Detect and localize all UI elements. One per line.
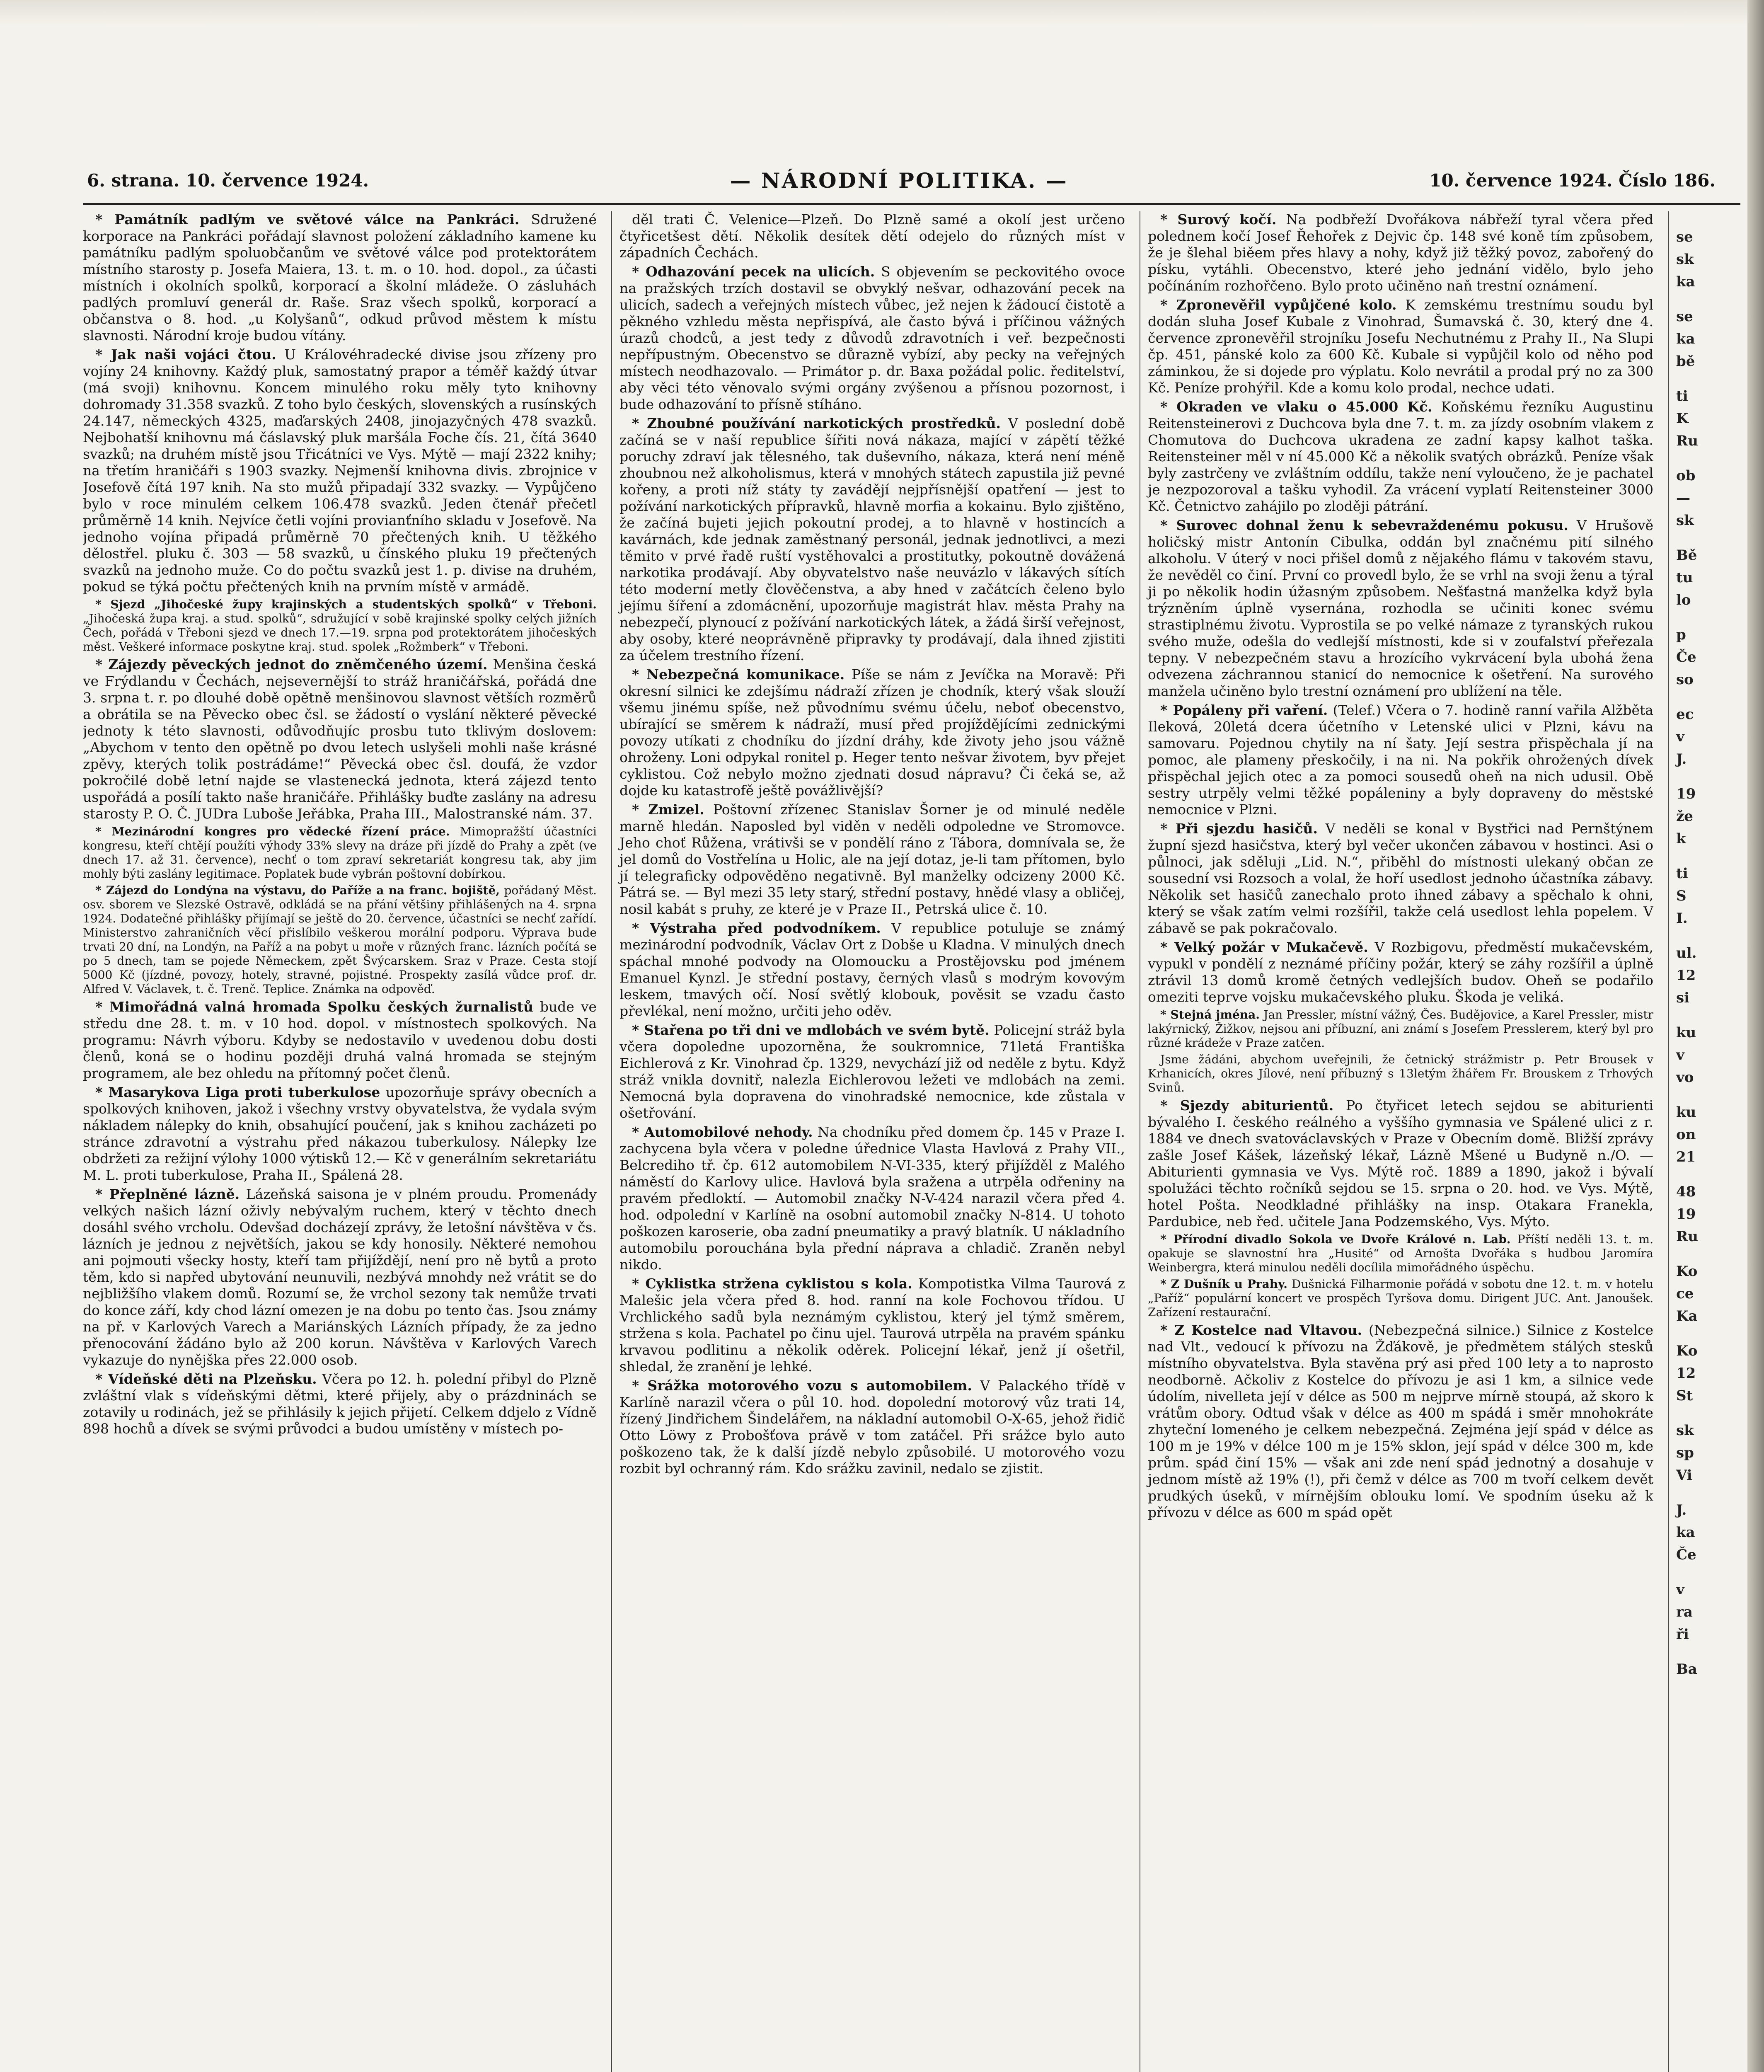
article-2-9 <box>619 1276 1125 1375</box>
margin-fragment: sk <box>1676 512 1694 529</box>
margin-fragment: ti <box>1676 865 1688 882</box>
newspaper-page <box>83 157 1740 2072</box>
column-3 <box>1140 211 1653 2072</box>
margin-fragment: ul. <box>1676 945 1697 961</box>
margin-fragment: ce <box>1676 1285 1694 1302</box>
margin-fragment: Ka <box>1676 1308 1698 1324</box>
article-headline: * Srážka motorového vozu s automobilem. <box>632 1377 972 1394</box>
article-3-7 <box>1148 939 1653 1005</box>
margin-fragment: Ru <box>1676 1228 1698 1245</box>
columns <box>83 211 1740 2072</box>
article-body: Po čtyřicet letech sejdou se abiturienti bývalého I. českého reálného a vyššího gymnasia ve Spálené ulici z r. 1884 ve dnech svatováclavských v Praze v Obecním domě. Bližší zprávy zašle Josef Kášek, lázeňský lékař, Lázně Mšené u Budyně n./O. — Abiturienti gymnasia ve Vys. Mýtě roč. 1889 a 1890, jakož i bývalí spolužáci těchto ročníků sejdou se 15. srpna o 20. hod. ve Vys. Mýtě, hotel Pošta. Neodkladné přihlášky na insp. Otakara Franekla, Pardubice, neb řed. učitele Jana Podzemského, Vys. Mýto. <box>1148 1097 1653 1230</box>
margin-fragment: 19 <box>1676 786 1696 802</box>
article-headline: * Surovec dohnal ženu k sebevraždenému pokusu. <box>1160 517 1568 533</box>
margin-fragment: sp <box>1676 1445 1694 1461</box>
article-headline: * Zájezd do Londýna na výstavu, do Paříže a na franc. bojiště, <box>95 884 500 897</box>
article-headline: * Při sjezdu hasičů. <box>1160 821 1318 837</box>
article-headline: * Mezinárodní kongres pro vědecké řízení práce. <box>95 825 450 838</box>
article-body: pořádaný Měst. osv. sborem ve Slezské Ostravě, odkládá se na přání většiny přihlášených na 4. srpna 1924. Dodatečné přihlášky přijímají se ještě do 20. července, účastníci se nechť zařídí. Ministerstvo zahraničních věcí přislíbilo veškerou morální podporu. Výprava bude trvati 20 dní, na Londýn, na Paříž a na pobyt u moře v různých franc. lázních počítá se po 5 dnech, tam se pojede Německem, zpět Švýcarskem. Sraz v Praze. Cesta stojí 5000 Kč (jízdné, povozy, hotely, stravné, pojistné. Prospekty zasílá vůdce prof. dr. Alfred V. Václavek, t. č. Trenč. Teplice. Známka na odpověď. <box>83 884 597 996</box>
article-2-7 <box>619 1022 1125 1121</box>
margin-fragment: že <box>1676 808 1693 825</box>
margin-fragment: St <box>1676 1387 1693 1404</box>
article-headline: * Zhoubné používání narkotických prostředků. <box>632 415 1001 431</box>
article-body: V neděli se konal v Bystřici nad Pernštýnem župní sjezd hasičstva, který byl večer ukončen zábavou v hostinci. Asi o půlnoci, jak sděluji „Lid. N.“, přiběhl do místnosti ulekaný občan ze sousední vsi Rozsoch a volal, že hoří usedlost jednoho účastníka zábavy. Několik set hasičů zanechalo proto ihned zábavy a spěchalo k ohni, který se však zatím velmi rozšířil, takže celá usedlost lehla popelem. V zábavě se pak pokračovalo. <box>1148 821 1653 936</box>
margin-fragment: 48 <box>1676 1184 1696 1200</box>
adjacent-page-margin <box>1668 211 1738 2072</box>
article-headline: * Zájezdy pěveckých jednot do zněmčeného území. <box>95 656 488 673</box>
article-body: Píše se nám z Jevíčka na Moravě: Při okresní silnici ke zdejšímu nádraží zřízen je chodník, který však slouží všemu jinému spíše, než původnímu svému účelu, neboť obecenstvo, ubírající se směrem k nádraží, musí před projíždějícími zednickými povozy utíkati z chodníku do jízdní dráhy, kde životy jeho jsou vážně ohroženy. Loni odpykal ronitel p. Heger tento nešvar životem, byv přejet cyklistou. Což nebylo možno zjednati dosud nápravu? Či čeká se, až dojde ku katastrofě ještě povážlivější? <box>619 666 1125 799</box>
article-2-4 <box>619 666 1125 799</box>
article-1-3 <box>83 598 597 654</box>
margin-fragment: sk <box>1676 1422 1694 1439</box>
margin-fragment: tu <box>1676 569 1693 586</box>
article-body: Koňskému řezníku Augustinu Reitensteinerovi z Duchcova byla dne 7. t. m. za jízdy osobním vlakem z Chomutova do Duchcova ukradena ze zadní kapsy kalhot taška. Reitensteiner měl v ní 45.000 Kč a několik svatých obrázků. Peníze však byly zastrčeny ve zvláštním oddílu, takže není vyloučeno, že je pachatel je nezpozoroval a tašku vyhodil. Za vrácení vyplatí Reitensteiner 3000 Kč. Četnictvo zahájilo po zloději pátrání. <box>1148 399 1653 514</box>
article-headline: * Stařena po tři dni ve mdlobách ve svém bytě. <box>632 1022 990 1038</box>
article-body: Poštovní zřízenec Stanislav Šorner je od minulé neděle marně hledán. Naposled byl viděn v neděli odpoledne ve Stromovce. Jeho choť Růžena, vrátivši se v pondělí ráno z Tábora, domnívala se, že jel domů do Vostřelína u Holic, ale na její dotaz, je-li tam přítomen, bylo jí telegraficky odpověděno negativně. Byl manželky odcizeny 2000 Kč. Pátrá se. — Byl mezi 35 lety starý, střední postavy, hnědé vlasy a obličej, nosil kabát s pruhy, ze které je v Praze II., Petrská ulice č. 10. <box>619 801 1125 917</box>
article-body: S objevením se peckovitého ovoce na pražských trzích dostavil se obvyklý nešvar, odhazování pecek na ulicích, sadech a veřejných místech vůbec, jež nejen k žádoucí čistotě a pěkného vzhledu města nepřispívá, ale často bývá i příčinou vážných úrazů chodců, a jest tedy z důvodů zdravotních i veř. bezpečnosti nepřípustným. Obecenstvo se důrazně vybízí, aby pecky na veřejných místech neodhazovalo. — Primátor p. dr. Baxa požádal polic. ředitelství, aby věci této věnovalo svými orgány zvýšenou a přísnou pozornost, i bude odhazování to přísně stíháno. <box>619 264 1125 412</box>
article-2-5 <box>619 801 1125 917</box>
article-body: Na chodníku před domem čp. 145 v Praze I. zachycena byla včera v poledne úřednice Vlasta Havlová z Prahy VII., Belcrediho tř. čp. 612 automobilem N-VI-335, který přijížděl z Malého náměstí do Karlovy ulice. Havlová byla sražena a utrpěla odřeniny na pravém předloktí. — Automobil značky N-V-424 narazil včera před 4. hod. odpolední v Karlíně na osobní automobil značky N-814. U tohoto poškozen karoserie, oba zadní pneumatiky a pravý blatník. U nákladního automobilu porouchána byla přední náprava a chladič. Zraněn nebyl nikdo. <box>619 1124 1125 1273</box>
article-headline: * Stejná jména. <box>1160 1008 1260 1021</box>
margin-fragment: ec <box>1676 706 1694 723</box>
margin-fragment: v <box>1676 729 1684 745</box>
margin-fragment: ob <box>1676 467 1696 484</box>
margin-fragment: sk <box>1676 251 1694 268</box>
article-headline: * Vídeňské děti na Plzeňsku. <box>95 1371 317 1387</box>
article-body: Kompotistka Vilma Taurová z Malešic jela včera před 8. hod. ranní na kole Fochovou třídou. U Vrchlického sadů byla neznámým cyklistou, který jel týmž směrem, stržena s kola. Pachatel po činu ujel. Taurová utrpěla na pravém spánku krvavou podlitinu a několik oděrek. Policejní lékař, jenž jí ošetřil, shledal, že zranění je lehké. <box>619 1276 1125 1375</box>
article-body: upozorňuje správy obecních a spolkových knihoven, jakož i všechny vrstvy obyvatelstva, že vydala svým nákladem nálepky do knih, obsahující poučení, jak s knihou zacházeti po stránce zdravotní a výstrahu před nákazou tuberkulosy. Nálepky lze obdržeti za režijní výlohy 1000 výtisků 12.— Kč v generálním sekretariátu M. L. proti tuberkulose, Praha II., Spálená 28. <box>83 1084 597 1183</box>
article-3-4 <box>1148 517 1653 700</box>
margin-fragment: ku <box>1676 1024 1696 1041</box>
article-1-5 <box>83 825 597 881</box>
article-3-13 <box>1148 1322 1653 1521</box>
article-3-9 <box>1148 1053 1653 1095</box>
article-1-2 <box>83 346 597 595</box>
article-body: (Nebezpečná silnice.) Silnice z Kostelce nad Vlt., vedoucí k přívozu na Žďákově, je předmětem stálých stesků místního obyvatelstva. Byla stavěna prý asi před 100 lety a to naprosto neodborně. Ačkoliv z Kostelce do přívozu je asi 1 km, a silnice vede údolím, nivelleta její v délce as 500 m nejprve mírně stoupá, až skoro k vrátům obory. Odtud však v délce as 400 m spádá i směr mnohokráte zhyteční lomeného je celkem nebezpečná. Zejména její spád v délce as 100 m je 19% v délce 100 m je 15% sklon, její spád v délce 300 m, kde prům. spád činí 15% — však ani zde není spád jednotný a dosahuje v jednom místě až 19% (!), při čemž v délce as 700 m tvoří celkem devět prudkých úseků, v mírnějším oblouku lomí. Ve spodním úseku až k přívozu v délce as 600 m spád opět <box>1148 1322 1653 1520</box>
article-body: „Jihočeská župa kraj. a stud. spolků“, sdružující v sobě krajinské spolky celých jižních Čech, pořádá v Třeboni sjezd ve dnech 17.—19. srpna pod protektorátem jihočeských měst. Veškeré informace poskytne kraj. stud. spolek „Rožmberk“ v Třeboni. <box>83 612 597 654</box>
margin-fragment: Bě <box>1676 547 1697 564</box>
margin-fragment: v <box>1676 1581 1684 1598</box>
margin-fragment: 12 <box>1676 967 1696 984</box>
article-body: Jan Pressler, místní vážný, Čes. Budějovice, a Karel Pressler, mistr lakýrnický, Žižkov, nejsou ani příbuzní, ani známí s Josefem Presslerem, který byl pro různé krádeže v Praze zatčen. <box>1148 1008 1653 1050</box>
column-1 <box>83 211 597 2072</box>
margin-fragment: k <box>1676 830 1686 847</box>
article-2-3 <box>619 415 1125 664</box>
article-2-10 <box>619 1377 1125 1477</box>
margin-fragment: I. <box>1676 910 1688 927</box>
margin-fragment: ka <box>1676 331 1695 347</box>
article-headline: * Přírodní divadlo Sokola ve Dvoře Králové n. Lab. <box>1160 1232 1511 1246</box>
article-headline: * Odhazování pecek na ulicích. <box>632 264 875 280</box>
margin-fragment: J. <box>1676 1502 1687 1518</box>
margin-fragment: se <box>1676 229 1693 245</box>
article-headline: * Nebezpečná komunikace. <box>632 666 845 683</box>
margin-fragment: vo <box>1676 1069 1694 1086</box>
article-headline: * Jak naši vojáci čtou. <box>95 346 276 363</box>
article-2-6 <box>619 920 1125 1019</box>
margin-fragment: Ba <box>1676 1661 1697 1677</box>
article-2-8 <box>619 1124 1125 1273</box>
article-body: bude ve středu dne 28. t. m. v 10 hod. dopol. v místnostech spolkových. Na programu: Návrh výboru. Kdyby se nedostavilo v uvedenou dobu dosti členů, koná se o hodinu později druhá valná hromada se stejným programem, ale bez ohledu na přítomný počet členů. <box>83 999 597 1081</box>
article-2-2 <box>619 264 1125 413</box>
article-3-12 <box>1148 1277 1653 1319</box>
margin-fragment: bě <box>1676 353 1695 370</box>
margin-fragment: Če <box>1676 1547 1696 1563</box>
article-3-8 <box>1148 1008 1653 1050</box>
margin-fragment: lo <box>1676 592 1691 608</box>
article-headline: * Sjezdy abiturientů. <box>1160 1097 1334 1113</box>
margin-fragment: ři <box>1676 1626 1689 1643</box>
article-3-5 <box>1148 702 1653 818</box>
article-body: Mimopražští účastníci kongresu, kteří chtějí použíti výhody 33% slevy na dráze při jízdě do Prahy a zpět (ve dnech 17. až 31. července), nechť o tom zpraví sekretariát kongresu tak, aby jim mohly býti zaslány legitimace. Poplatek bude vybrán poštovní dobírkou. <box>83 825 597 881</box>
margin-fragment: p <box>1676 627 1686 643</box>
article-body: Dušnická Filharmonie pořádá v sobotu dne 12. t. m. v hotelu „Paříž“ populární koncert ve prospěch Tyršova domu. Dirigent JUC. Ant. Janoušek. Zařízení restaurační. <box>1148 1277 1653 1319</box>
margin-fragment: — <box>1676 490 1690 506</box>
article-body: V Rozbigovu, předměstí mukačevském, vypukl v pondělí z neznámé příčiny požár, který se záhy rozšířil a úplně ztrávil 13 domů kromě četných vedlejších budov. Oheň se podařilo omeziti teprve vojsku mukačevského pluku. Škoda je veliká. <box>1148 939 1653 1005</box>
scan-top-shadow <box>0 0 1764 25</box>
article-1-7 <box>83 999 597 1082</box>
article-headline: * Mimořádná valná hromada Spolku českých žurnalistů <box>95 999 533 1015</box>
article-headline: * Výstraha před podvodníkem. <box>632 920 881 936</box>
margin-fragment: se <box>1676 308 1693 325</box>
article-1-9 <box>83 1186 597 1368</box>
article-body: V poslední době začíná se v naší republice šířiti nová nákaza, mající v zápětí těžké poruchy zdraví jak tělesného, tak duševního, nákaza, která není méně zhoubnou než alkoholismus, která v mnohých státech zapustila již pevné kořeny, a proti níž státy ty zavádějí nejpřísnější opatření — jest to požívání narkotických přípravků, hlavně morfia a kokainu. Bylo zjištěno, že začíná bujeti jejich pokoutní prodej, a to hlavně v hostincích a kavárnách, kde jednak zaměstnaný personál, jednak jednotlivci, a mezi těmito v prvé řadě ruští vystěhovalci a prostitutky, pokoutně dovážená narkotika prodávají. Aby obyvatelstvo naše neuvázlo v lákavých sítích této moderní metly člověčenstva, a aby hned v začátcích čeleno bylo jejímu šíření a zdomácnění, upozorňuje magistrát hlav. města Prahy na nebezpečí, plynoucí z požívání narkotických látek, a žádá širší veřejnost, aby osoby, které neoprávněně připravky ty prodávají, dala ihned zjistiti za účelem trestního řízení. <box>619 415 1125 663</box>
margin-fragment: Vi <box>1676 1467 1692 1484</box>
article-body: Včera po 12. h. polední přibyl do Plzně zvláštní vlak s vídeňskými dětmi, které přijely, aby o prázdninách se zotavily u rodinách, jež se přihlásily k jejich přijetí. Celkem ddjelo z Vídně 898 hochů a dívek se svými průvodci a budou umístěny v místech po- <box>83 1371 597 1437</box>
article-headline: * Z Dušník u Prahy. <box>1160 1277 1287 1291</box>
article-body: (Telef.) Včera o 7. hodině ranní vařila Alžběta Ileková, 20letá dcera účetního v Letenské ulici v Plzni, kávu na samovaru. Pojednou chytily na ní šaty. Její sestra přispěchala jí na pomoc, ale plameny přeskočily, i na ni. Na pokřik ohrožených dívek přispěchal jejich otec a za pomoci sousedů oheň na nich udusil. Obě sestry utrpěly velmi těžké popáleniny a byly dopraveny do městské nemocnice v Plzni. <box>1148 702 1653 818</box>
margin-fragment: K <box>1676 410 1689 427</box>
article-headline: * Přeplněné lázně. <box>95 1186 240 1202</box>
article-headline: * Popáleny při vaření. <box>1160 702 1328 718</box>
header-right: 10. července 1924. Číslo 186. <box>1429 170 1716 191</box>
article-headline: * Zmizel. <box>632 801 704 818</box>
article-body: V republice potuluje se známý mezinárodní podvodník, Václav Ort z Dobše u Kladna. V minulých dnech spáchal mnohé podvody na Olomoucku a Prostějovsku pod jménem Emanuel Kynzl. Je střední postavy, černých vlasů s modrým kovovým leskem, tmavých očí. Nosí světlý klobouk, pověsit se vzadu často převlékal, není možno, určiti jeho oděv. <box>619 920 1125 1019</box>
margin-fragment: 19 <box>1676 1206 1696 1222</box>
margin-fragment: on <box>1676 1126 1696 1143</box>
article-headline: * Surový kočí. <box>1160 211 1277 228</box>
article-2-1 <box>619 211 1125 261</box>
article-body: V Palackého třídě v Karlíně narazil včera o půl 10. hod. dopolední motorový vůz trati 14, řízený Jindřichem Šindelářem, na nákladní automobil O-X-65, jehož řidič Otto Löwy z Probošťova právě v tom zatáčel. Při srážce bylo auto poškozeno tak, že k další jízdě nebylo způsobilé. U motorového vozu rozbit byl ochranný rám. Kdo srážku zavinil, nedalo se zjistit. <box>619 1377 1125 1477</box>
article-3-2 <box>1148 297 1653 396</box>
article-3-10 <box>1148 1097 1653 1230</box>
article-headline: * Památník padlým ve světové válce na Pankráci. <box>95 211 520 228</box>
margin-fragment: ku <box>1676 1104 1696 1121</box>
margin-fragment: ka <box>1676 274 1695 290</box>
margin-fragment: J. <box>1676 751 1687 767</box>
article-1-10 <box>83 1371 597 1437</box>
margin-fragment: ka <box>1676 1524 1695 1541</box>
margin-fragment: Ru <box>1676 433 1698 449</box>
article-body: Příští neděli 13. t. m. opakuje se slavnostní hra „Husité“ od Arnošta Dvořáka s hudbou Jaromíra Weinbergra, která minulou neděli docílila mimořádného úspěchu. <box>1148 1232 1653 1274</box>
article-headline: * Zpronevěřil vypůjčené kolo. <box>1160 297 1397 313</box>
article-body: V Hrušově holičský mistr Antonín Cibulka, oddán byl značnému pití silného alkoholu. V úterý v noci přišel domů z nějakého flámu v takovém stavu, že nevěděl co činí. První co provedl bylo, že se vrhl na svoji ženu a týral ji po několik hodin úžasným způsobem. Nešťastná manželka když byla trýzněním úplně vysernána, rozhodla se učiniti konec svému strastiplnému životu. Vyprostila se po velké námaze z tyranských rukou svého muže, odešla do vedlejší místnosti, kde si v zoufalství přeřezala tepny. V nebezpečném stavu a hrozícího vykrvácení byla ubohá žena odvezena záchrannou stanicí do nemocnice k ošetření. Na surového manžela učiněno bylo trestní oznámení pro ublížení na těle. <box>1148 517 1653 699</box>
margin-fragment: ra <box>1676 1604 1693 1620</box>
margin-fragment: 12 <box>1676 1365 1696 1382</box>
header-left: 6. strana. 10. července 1924. <box>87 170 369 191</box>
article-headline: * Z Kostelce nad Vltavou. <box>1160 1322 1362 1338</box>
margin-fragment: so <box>1676 671 1694 688</box>
margin-fragment: S <box>1676 888 1687 904</box>
article-body: Menšina česká ve Frýdlandu v Čechách, nejsevernější to stráž hraničářská, pořádá dne 3. srpna t. r. po dlouhé době opětně menšinovou slavnost větších rozměrů a obrátila se na Pěvecko obec čsl. se žádostí o vyslání některé pěvecké jednoty k této slavnosti, odůvodňujíc prosbu tuto tklivým doslovem: „Abychom v tento den opětně po dvou letech uslyšeli mohli naše krásné zpěvy, kterých tolik postrádáme!“ Pěvecká obec čsl. doufá, že vzdor pokročilé době letní najde se vlastenecká jednota, která zájezd tento uspořádá a posílí takto naše hraničáře. Přihlášky buďte zaslány na adresu starosty P. O. Č. JUDra Luboše Jeřábka, Praha III., Malostranské nám. 37. <box>83 656 597 822</box>
article-3-11 <box>1148 1232 1653 1275</box>
page-header <box>83 157 1740 205</box>
margin-fragment: Če <box>1676 649 1696 666</box>
scan-right-edge <box>1747 0 1764 2072</box>
article-body: Sdružené korporace na Pankráci pořádají slavnost položení základního kamene ku památníku padlým spoluobčanům ve světové válce pod protektorátem místního starosty p. Josefa Maiera, 13. t. m. o 10. hod. dopol., za účasti místních i okolních spolků, korporací a školní mládeže. O zásluhách padlých promluví generál dr. Raše. Sraz všech spolků, korporací a občanstva o 8. hod. „u Kolyšanů“, odkud průvod městem k místu slavnosti. Národní kroje budou vítány. <box>83 211 597 344</box>
article-1-1 <box>83 211 597 344</box>
article-body: Jsme žádáni, abychom uveřejnili, že četnický strážmistr p. Petr Brousek v Krhanicích, okres Jílové, není příbuzný s 13letým žhářem Fr. Brouskem z Trhových Svinů. <box>1148 1053 1653 1094</box>
article-headline: * Cyklistka stržena cyklistou s kola. <box>632 1276 912 1292</box>
article-headline: * Automobilové nehody. <box>632 1124 813 1140</box>
article-3-3 <box>1148 399 1653 515</box>
article-body: K zemskému trestnímu soudu byl dodán sluha Josef Kubale z Vinohrad, Šumavská č. 30, který dne 4. července zpronevěřil strojníku Josefu Nechutnému z Prahy II., Na Slupi čp. 451, pánské kolo za 600 Kč. Kubale si vypůjčil kolo od něho pod záminkou, že si dojede pro výplatu. Kolo nevrátil a prodal prý no za 300 Kč. Peníze prohýřil. Kde a komu kolo prodal, nechce udati. <box>1148 297 1653 396</box>
margin-fragment: si <box>1676 990 1690 1006</box>
article-headline: * Sjezd „Jihočeské župy krajinských a studentských spolků“ v Třeboni. <box>95 598 597 611</box>
article-1-6 <box>83 884 597 996</box>
article-body: děl trati Č. Velenice—Plzeň. Do Plzně samé a okolí jest určeno čtyřicetšest dětí. Několik desítek dětí odejelo do různých míst v západních Čechách. <box>619 211 1125 261</box>
article-1-4 <box>83 656 597 822</box>
masthead-title: — NÁRODNÍ POLITIKA. — <box>730 168 1068 193</box>
article-headline: * Velký požár v Mukačevě. <box>1160 939 1368 955</box>
margin-fragment: 21 <box>1676 1149 1696 1165</box>
margin-fragment: ti <box>1676 388 1688 404</box>
article-body: U Královéhradecké divise jsou zřízeny pro vojíny 24 knihovny. Každý pluk, samostatný prapor a téměř každý útvar (má svoji) knihovnu. Koncem minulého roku měly tyto knihovny dohromady 31.358 svazků. Z toho bylo českých, slovenských a rusínských 24.147, německých 4325, maďarských 2408, jinojazyčných 478 svazků. Nejbohatší knihovnu má čáslavský pluk maršála Foche čís. 21, čítá 3640 svazků; na druhém místě jsou Třicátníci ve Vys. Mýtě — mají 2322 knihy; na třetím hraničáři s 1903 svazky. Nejmenší knihovna divis. zbrojnice v Josefově čítá 197 knih. Na sto mužů připadají 332 svazky. — Vypůjčeno bylo v roce minulém celkem 106.478 svazků. Jeden čtenář přečetl průměrně 14 knih. Nejvíce četli vojíni provianťního skladu v Josefově. Na jednoho vojína připadá průměrně 70 přečtených knih. U těžkého dělostřel. pluku č. 303 — 58 svazků, u čínského pluku 19 přečtených svazků na jednoho muže. Co do počtu svazků jest 1. p. divise na druhém, pokud se týká počtu přečtených knih na prvním místě v armádě. <box>83 346 597 595</box>
article-body: Na podbřeží Dvořákova nábřeží tyral včera před polednem kočí Josef Řehořek z Dejvic čp. 148 své koně tím způsobem, že je šlehal biěem přes hlavy a nohy, když již těžký povoz, zabořený do písku, vytáhli. Obecenstvo, které jeho jednání vidělo, bylo jeho počínáním rozhořčeno. Bylo proto učiněno naň trestní oznámení. <box>1148 211 1653 294</box>
margin-fragment: Ko <box>1676 1263 1698 1280</box>
article-3-6 <box>1148 821 1653 937</box>
article-headline: * Okraden ve vlaku o 45.000 Kč. <box>1160 399 1432 415</box>
article-headline: * Masarykova Liga proti tuberkulose <box>95 1084 380 1100</box>
margin-fragment: v <box>1676 1047 1684 1063</box>
article-body: Lázeňská saisona je v plném proudu. Promenády velkých našich lázní oživly nebývalým ruchem, který v těchto dnech dosáhl svého vrcholu. Odevšad docházejí zprávy, že letošní návštěva v čs. lázních je jednou z největších, jakou se kdy honosily. Některé nemohou ani pojmouti všecky hosty, kteří tam přijíždějí, není pro ně bytů a proto těm, kdo si napřed ubytování neunuvili, nezbývá mnohdy než vrátit se do nejbližšího vlakem domů. Rozumí se, že vrchol sezony tak nemůže trvati do konce září, kdy chod lázní omezen je na dobu po tento čas. Jsou známy na př. v Karlových Varech a Mariánských Lázních případy, že za jedno přenocování žádáno bylo až 200 korun. Návštěva v Karlových Varech vykazuje do nynějška přes 22.000 osob. <box>83 1186 597 1368</box>
article-3-1 <box>1148 211 1653 294</box>
article-body: Policejní stráž byla včera dopoledne upozorněna, že soukromnice, 71letá Františka Eichlerová z Kr. Vinohrad čp. 1329, nevychází již od neděle z bytu. Když stráž vnikla dovnitř, nalezla Eichlerovou ležeti ve mdlobách na zemi. Nemocná byla dopravena do vinohradské nemocnice, kde zůstala v ošetřování. <box>619 1022 1125 1121</box>
article-1-8 <box>83 1084 597 1184</box>
column-2 <box>611 211 1125 2072</box>
margin-fragment: Ko <box>1676 1343 1698 1359</box>
